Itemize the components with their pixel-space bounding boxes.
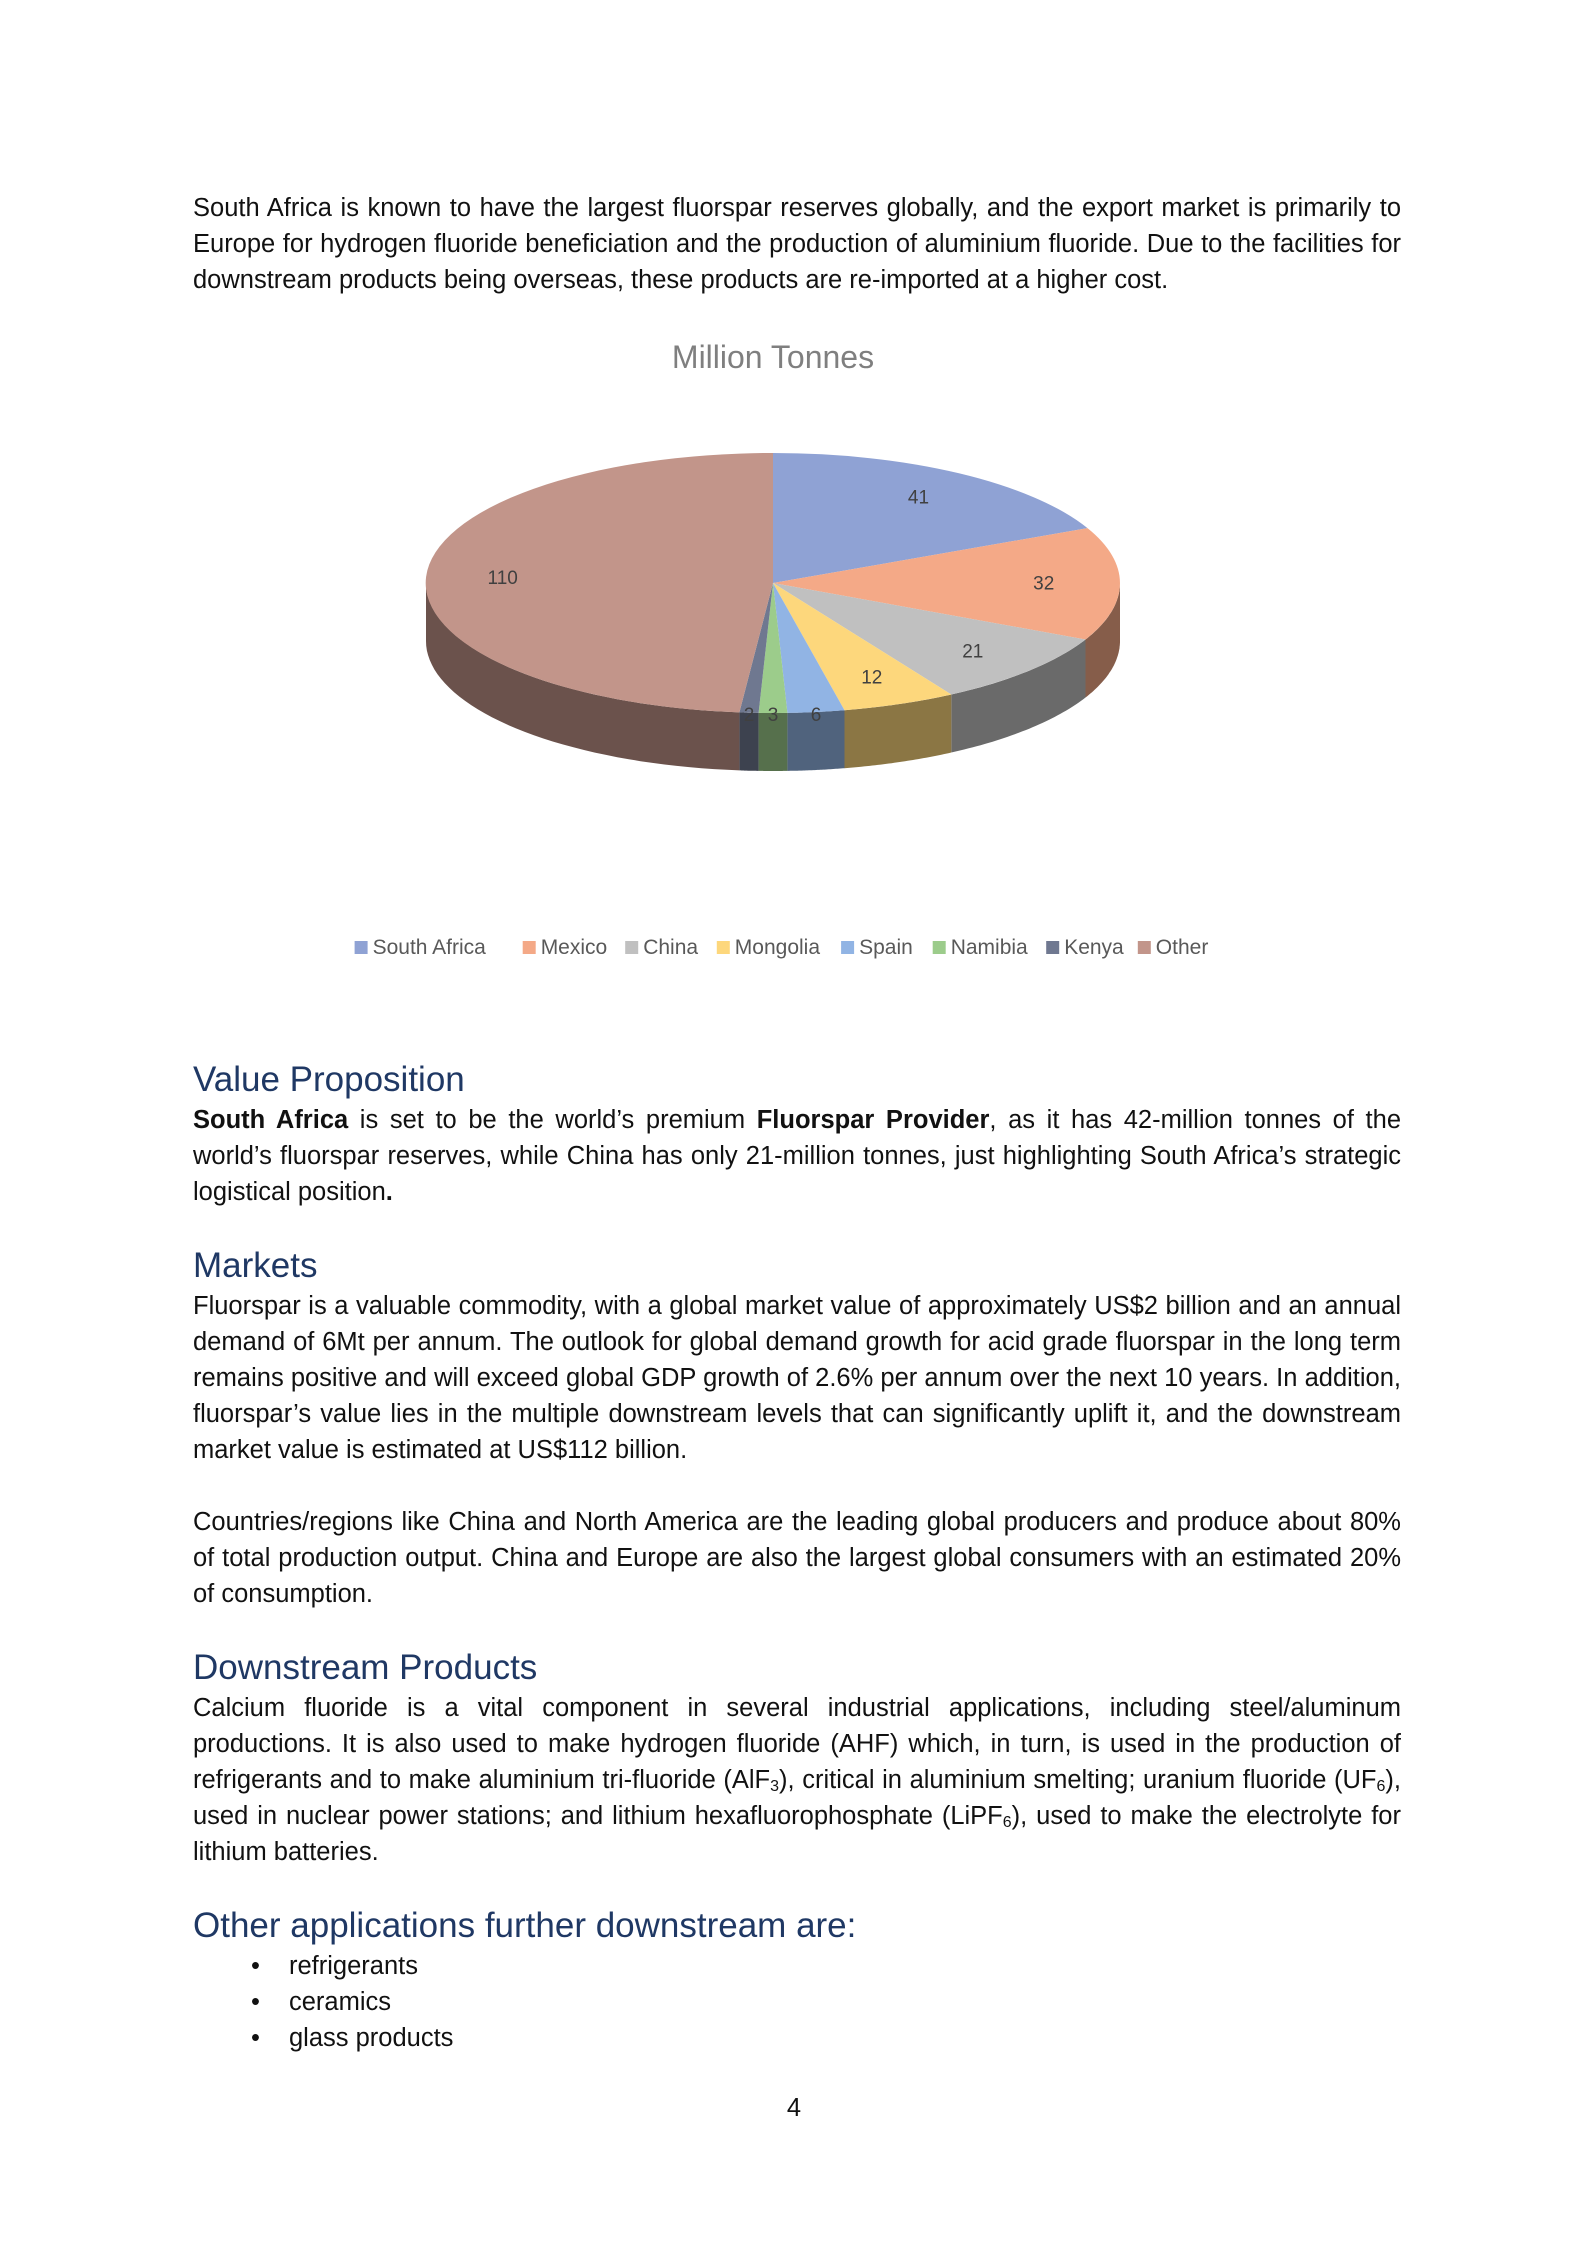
legend-label-mongolia: Mongolia — [734, 936, 821, 959]
legend-label-kenya: Kenya — [1064, 936, 1124, 959]
ds-text-3: ), used in nuclear power stations; and lithium hexafluorophosphate (LiPF — [193, 1766, 1401, 1830]
list-item-text: ceramics — [289, 1988, 392, 2016]
ds-text-1: Calcium fluoride is a vital component in several industrial applications, including steel/aluminum productions. It is also used to make hydrogen fluoride (AHF) which, in turn, is used in the production of refrigerants and to make aluminium tri-fluoride (AlF — [193, 1694, 1401, 1794]
data-label-mexico: 32 — [1033, 573, 1055, 595]
vp-bold-provider: Fluorspar Provider — [756, 1106, 990, 1134]
legend-label-spain: Spain — [859, 936, 913, 959]
data-label-mongolia: 12 — [861, 667, 883, 689]
pie-slices — [426, 453, 1120, 713]
chart-title: Million Tonnes — [671, 339, 875, 375]
chart-legend — [355, 936, 1209, 959]
legend-swatch-mexico — [523, 941, 536, 954]
ds-sub-2: 6 — [1376, 1778, 1386, 1795]
bullet-icon: • — [251, 1988, 260, 2016]
list-item — [193, 1984, 1401, 2020]
pie-chart-svg — [193, 338, 1401, 1038]
list-item — [193, 2020, 1401, 2056]
legend-swatch-other — [1138, 941, 1151, 954]
data-label-china: 21 — [962, 641, 984, 663]
data-label-namibia: 3 — [767, 705, 779, 726]
downstream-paragraph — [193, 1690, 1401, 1870]
vp-lead: South Africa — [193, 1106, 349, 1134]
legend-label-other: Other — [1155, 936, 1209, 959]
page-number: 4 — [786, 2094, 802, 2122]
data-label-spain: 6 — [810, 705, 822, 726]
other-applications-heading: Other applications further downstream are: — [193, 1906, 857, 1945]
legend-label-china: China — [643, 936, 699, 959]
value-proposition-paragraph — [193, 1102, 1401, 1210]
intro-paragraph: South Africa is known to have the largest fluorspar reserves globally, and the export market is primarily to Europe for hydrogen fluoride beneficiation and the production of aluminium fluoride. Due to the facilities for downstream products being overseas, these products are re-imported at a higher cost. — [193, 194, 1401, 294]
legend-swatch-kenya — [1046, 941, 1059, 954]
legend-swatch-china — [625, 941, 638, 954]
vp-text-2: , as it has 42-million tonnes of the world’s fluorspar reserves, while China has only 21-million tonnes, just highlighting South Africa’s strategic logistical position — [193, 1106, 1402, 1206]
ds-sub-1: 3 — [770, 1778, 780, 1795]
ds-text-4: ), used to make the electrolyte for lithium batteries. — [193, 1802, 1401, 1866]
legend-label-namibia: Namibia — [950, 936, 1028, 959]
ds-text-2: ), critical in aluminium smelting; uranium fluoride (UF — [779, 1766, 1377, 1794]
bullet-icon: • — [251, 2024, 260, 2052]
markets-paragraph-1: Fluorspar is a valuable commodity, with a global market value of approximately US$2 billion and an annual demand of 6Mt per annum. The outlook for global demand growth for acid grade fluorspar in the long term remains positive and will exceed global GDP growth of 2.6% per annum over the next 10 years. In addition, fluorspar’s value lies in the multiple downstream levels that can significantly uplift it, and the downstream market value is estimated at US$112 billion. — [193, 1292, 1401, 1464]
downstream-heading: Downstream Products — [193, 1648, 538, 1687]
list-item — [193, 1948, 1401, 1984]
bullet-icon: • — [251, 1952, 260, 1980]
markets-paragraph-2: Countries/regions like China and North America are the leading global producers and produce about 80% of total production output. China and Europe are also the largest global consumers with an estimated 20% of consumption. — [193, 1508, 1401, 1608]
data-label-other: 110 — [487, 568, 518, 590]
list-item-text: refrigerants — [289, 1952, 418, 1980]
pie-chart — [193, 338, 1401, 1038]
vp-text-1: is set to be the world’s premium — [348, 1106, 757, 1134]
legend-swatch-south-africa — [355, 941, 368, 954]
ds-sub-3: 6 — [1002, 1814, 1012, 1831]
document-page — [193, 190, 1401, 2056]
applications-list — [193, 1948, 1401, 2056]
markets-heading: Markets — [193, 1246, 318, 1285]
data-label-south-africa: 41 — [907, 487, 930, 509]
legend-label-south-africa: South Africa — [372, 936, 486, 959]
legend-swatch-namibia — [933, 941, 946, 954]
list-item-text: glass products — [289, 2024, 454, 2052]
legend-label-mexico: Mexico — [540, 936, 608, 959]
vp-end: . — [385, 1178, 393, 1206]
legend-swatch-spain — [841, 941, 854, 954]
value-proposition-heading: Value Proposition — [193, 1060, 465, 1099]
data-label-kenya: 2 — [743, 705, 755, 726]
legend-swatch-mongolia — [717, 941, 730, 954]
